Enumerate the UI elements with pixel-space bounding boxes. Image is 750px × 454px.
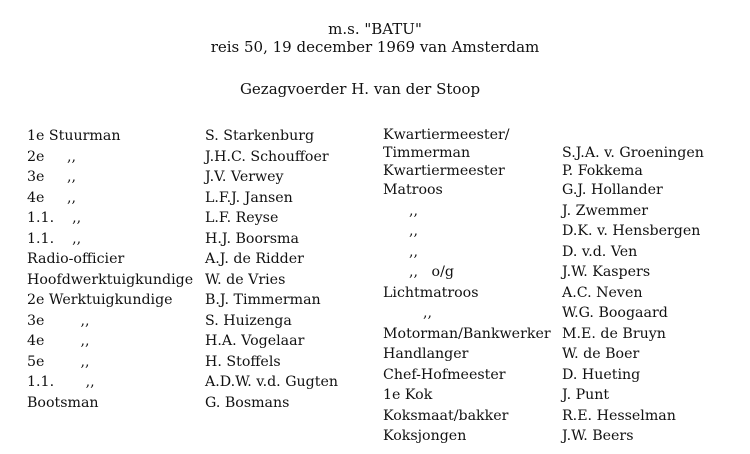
crew-name: W. de Boer: [562, 346, 640, 362]
crew-name: A.C. Neven: [562, 284, 643, 301]
rank-item: 1e Kok: [383, 387, 433, 403]
rank-item: 1.1. ,,: [27, 374, 95, 390]
rank-item: 1e Stuurman: [27, 128, 121, 144]
rank-item: 2e Werktuigkundige: [27, 292, 173, 308]
crew-name: P. Fokkema: [562, 163, 643, 179]
crew-name: A.D.W. v.d. Gugten: [205, 374, 338, 390]
crew-name: B.J. Timmerman: [205, 292, 321, 308]
captain-line: Gezagvoerder H. van der Stoop: [239, 80, 481, 98]
crew-name: H.A. Vogelaar: [205, 333, 305, 349]
rank-column-right: [383, 126, 551, 447]
crew-name: J.W. Kaspers: [562, 264, 651, 280]
crew-name: D. v.d. Ven: [562, 243, 638, 260]
crew-name: J.W. Beers: [562, 428, 634, 444]
rank-item: Koksjongen: [383, 428, 467, 444]
rank-item: Chef-Hofmeester: [383, 366, 506, 383]
crew-name: H.J. Boorsma: [205, 230, 299, 247]
crew-name: D.K. v. Hensbergen: [562, 223, 701, 239]
crew-name: L.F.J. Jansen: [205, 189, 293, 206]
rank-column-left: [27, 126, 193, 413]
rank-item: Bootsman: [27, 394, 99, 411]
rank-item: 3e ,,: [27, 312, 90, 329]
crew-name: J.H.C. Schouffoer: [205, 148, 329, 165]
crew-name: W. de Vries: [205, 271, 286, 288]
crew-name: L.F. Reyse: [205, 210, 279, 226]
name-column-left: [205, 126, 338, 413]
rank-item: 5e ,,: [27, 353, 90, 370]
rank-item: Radio-officier: [27, 251, 125, 267]
rank-item: Timmerman: [383, 145, 471, 161]
crew-name: S. Huizenga: [205, 312, 292, 329]
rank-item: 2e ,,: [27, 148, 76, 165]
crew-name: M.E. de Bruyn: [562, 325, 666, 342]
crew-name: S.J.A. v. Groeningen: [562, 145, 704, 161]
crew-name: J. Punt: [562, 387, 610, 403]
rank-item: 1.1. ,,: [27, 230, 82, 247]
ship-title: m.s. "BATU": [328, 20, 422, 38]
crew-name: G. Bosmans: [205, 394, 290, 411]
rank-item: ,,: [409, 243, 419, 260]
rank-item: Kwartiermeester/: [383, 127, 510, 143]
rank-item: Motorman/Bankwerker: [383, 325, 551, 342]
rank-item: ,,: [409, 223, 419, 239]
rank-item: Matroos: [383, 182, 443, 198]
rank-item: Kwartiermeester: [383, 163, 505, 179]
rank-item: ,,: [423, 305, 433, 321]
rank-item: 3e ,,: [27, 169, 76, 185]
rank-item: Handlanger: [383, 346, 469, 362]
crew-name: D. Hueting: [562, 366, 641, 383]
rank-item: Koksmaat/bakker: [383, 407, 509, 424]
crew-name: H. Stoffels: [205, 353, 281, 370]
crew-name: W.G. Boogaard: [562, 305, 668, 321]
crew-name: J.V. Verwey: [205, 169, 284, 185]
crew-name: A.J. de Ridder: [205, 251, 304, 267]
rank-item: Hoofdwerktuigkundige: [27, 271, 194, 288]
name-column-right: [562, 126, 704, 447]
rank-item: ,, o/g: [409, 264, 454, 280]
rank-item: ,,: [409, 202, 419, 219]
crew-name: J. Zwemmer: [562, 202, 649, 219]
crew-name: R.E. Hesselman: [562, 407, 676, 424]
rank-item: 4e ,,: [27, 333, 90, 349]
crew-name: G.J. Hollander: [562, 182, 663, 198]
crew-name: S. Starkenburg: [205, 128, 315, 144]
rank-item: 1.1. ,,: [27, 210, 82, 226]
voyage-line: reis 50, 19 december 1969 van Amsterdam: [210, 38, 540, 56]
rank-item: 4e ,,: [27, 189, 76, 206]
rank-item: Lichtmatroos: [383, 284, 479, 301]
